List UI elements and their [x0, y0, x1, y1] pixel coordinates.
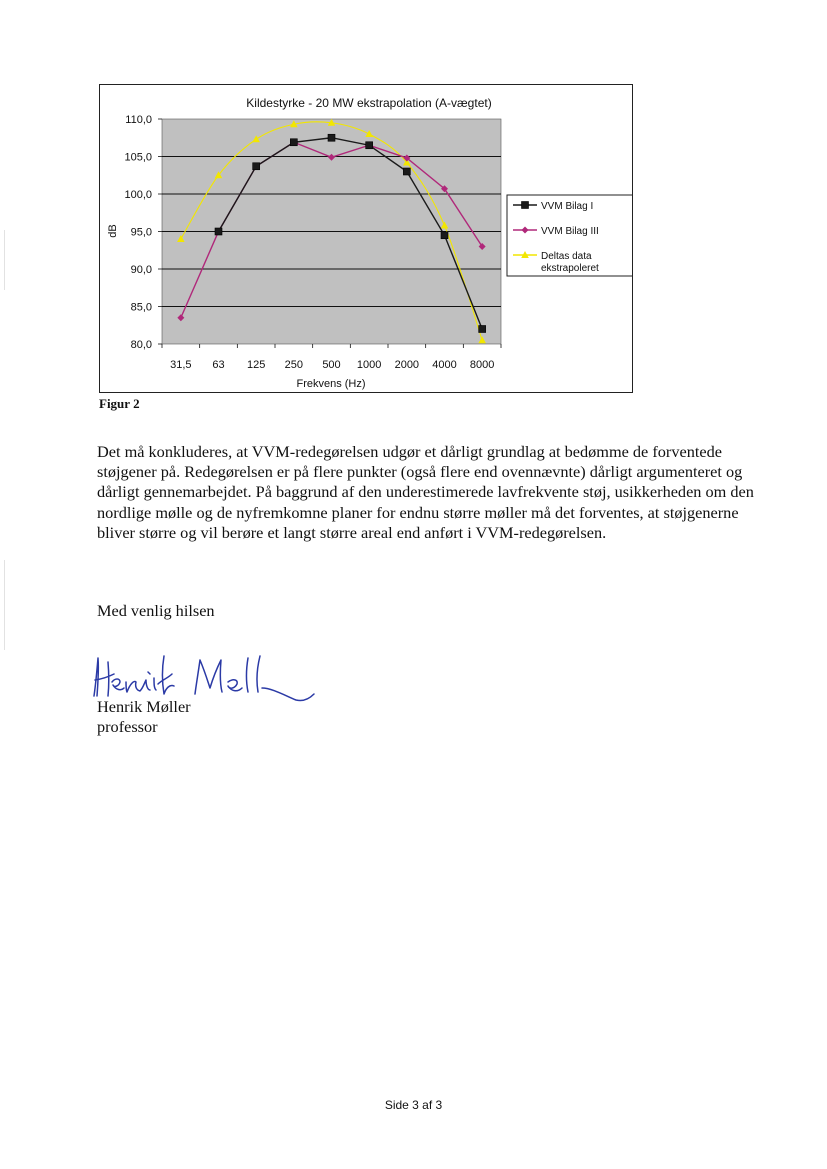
- y-tick-label: 95,0: [130, 226, 152, 239]
- noise-level-chart: [100, 85, 632, 392]
- y-axis-ticks: [124, 114, 162, 351]
- x-tick-label: 2000: [394, 359, 420, 371]
- x-tick-label: 1000: [356, 359, 382, 371]
- x-axis-ticks: [162, 344, 501, 371]
- scan-edge-mark: [4, 230, 5, 290]
- y-tick-label: 105,0: [124, 151, 152, 164]
- legend-label-vvm-bilag-i: VVM Bilag I: [541, 201, 594, 212]
- data-point-vvm-bilag-i: [253, 163, 260, 170]
- figure-caption: Figur 2: [99, 396, 140, 411]
- closing-greeting: Med venlig hilsen: [97, 601, 215, 620]
- data-point-vvm-bilag-i: [290, 139, 297, 146]
- legend-label-vvm-bilag-iii: VVM Bilag III: [541, 226, 599, 237]
- x-tick-label: 250: [284, 359, 304, 371]
- y-tick-label: 110,0: [125, 114, 152, 126]
- x-tick-label: 4000: [432, 359, 457, 371]
- y-axis-label: dB: [107, 224, 119, 238]
- x-tick-label: 500: [322, 359, 341, 371]
- legend-label-line: ekstrapoleret: [541, 263, 599, 274]
- conclusion-paragraph: Det må konkluderes, at VVM-redegørelsen udgør et dårligt grundlag at bedømme de forventede støjgener på. Redegørelsen er på flere punkter (også flere end ovennævnte) dårligt argumenteret og dårligt gennemarbejdet. På baggrund af den underestimerede lavfrekvente støj, usikkerheden om den nordlige mølle og de nyfremkomne planer for endnu større møller må det forventes, at støjgenerne bliver større og vil berøre et langt større areal end anført i VVM-redegørelsen.: [97, 442, 754, 542]
- legend: [507, 195, 632, 276]
- y-tick-label: 85,0: [130, 301, 152, 314]
- legend-marker-vvm-bilag-i: [522, 202, 529, 209]
- page-number: Side 3 af 3: [384, 1098, 443, 1112]
- scan-edge-mark: [4, 560, 5, 650]
- legend-label-line: Deltas data: [541, 251, 592, 262]
- y-tick-label: 100,0: [124, 189, 152, 201]
- y-tick-label: 80,0: [130, 339, 152, 351]
- y-tick-label: 90,0: [130, 264, 152, 276]
- data-point-vvm-bilag-i: [441, 232, 448, 239]
- data-point-vvm-bilag-i: [403, 168, 410, 175]
- data-point-vvm-bilag-i: [328, 134, 335, 141]
- x-tick-label: 63: [212, 359, 225, 371]
- data-point-vvm-bilag-i: [215, 228, 222, 235]
- signer-name: Henrik Møller: [97, 697, 191, 716]
- legend-label-deltas-data-ekstrapoleret: [541, 251, 599, 274]
- data-point-vvm-bilag-i: [366, 142, 373, 149]
- x-tick-label: 8000: [469, 359, 495, 371]
- signer-title: professor: [97, 717, 158, 736]
- data-point-vvm-bilag-i: [479, 326, 486, 333]
- chart-title: Kildestyrke - 20 MW ekstrapolation (A-vægtet): [246, 96, 492, 110]
- x-tick-label: 31,5: [170, 359, 192, 371]
- chart-frame: [99, 84, 633, 393]
- x-tick-label: 125: [246, 359, 266, 371]
- x-axis-label: Frekvens (Hz): [296, 378, 366, 390]
